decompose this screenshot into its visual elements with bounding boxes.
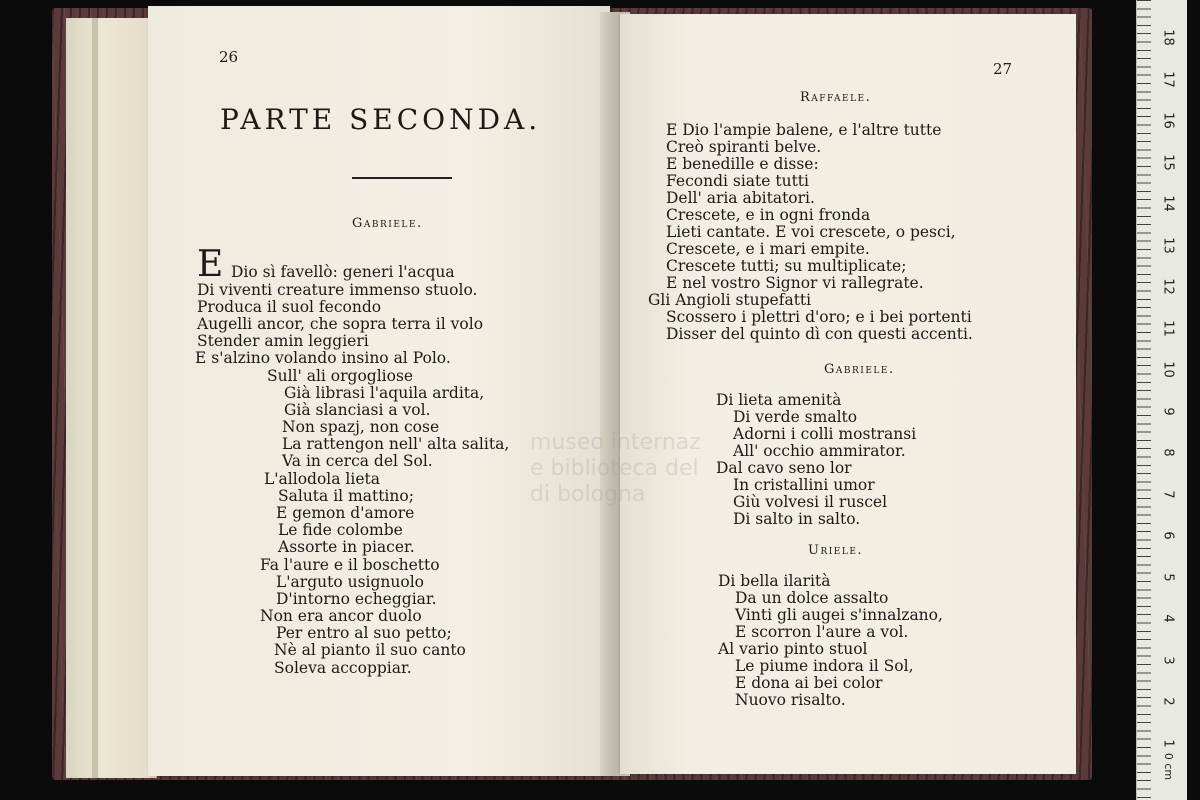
verse-line: Saluta il mattino; (278, 487, 414, 505)
verse-line: All' occhio ammirator. (733, 442, 906, 460)
ruler-number: 6 (1160, 531, 1176, 540)
verse-line: Produca il suol fecondo (197, 298, 382, 316)
page-edges (66, 18, 157, 778)
ruler-number: 11 (1160, 319, 1176, 337)
ruler-number: 7 (1160, 489, 1176, 499)
verse-line: E dona ai bei color (735, 674, 883, 692)
verse-line: Nuovo risalto. (735, 691, 846, 709)
ruler-number: 4 (1160, 614, 1176, 623)
verse-line: Crescete tutti; su multiplicate; (666, 257, 907, 275)
watermark-line: museo internaz (530, 430, 701, 455)
ruler-number: 12 (1160, 278, 1176, 295)
verse-line: Sull' ali orgogliose (267, 367, 414, 385)
verse-line: Nè al pianto il suo canto (274, 641, 466, 659)
verse-line: Soleva accoppiar. (274, 659, 412, 677)
verse-line: Di lieta amenità (716, 391, 842, 409)
speaker-gabriele-left: Gabriele. (352, 216, 423, 231)
part-title: PARTE SECONDA. (220, 103, 542, 136)
verse-line: Già slanciasi a vol. (284, 401, 431, 419)
verse-line: Di viventi creature immenso stuolo. (197, 281, 478, 299)
ruler-number: 8 (1160, 448, 1176, 457)
verse-line: Fa l'aure e il boschetto (260, 556, 440, 574)
ruler-number: 1 (1160, 738, 1176, 748)
verse-line: Per entro al suo petto; (276, 624, 452, 642)
verse-line: Vinti gli augei s'innalzano, (735, 606, 943, 624)
library-watermark (530, 430, 701, 508)
verse-line: Augelli ancor, che sopra terra il volo (197, 315, 484, 333)
verse-line: Già librasi l'aquila ardita, (284, 384, 485, 402)
verse-line: Creò spiranti belve. (666, 138, 822, 156)
verse-line: Non spazj, non cose (282, 418, 440, 436)
speaker-uriele: Uriele. (808, 543, 864, 558)
title-rule (352, 177, 452, 179)
verse-line: E benedille e disse: (666, 155, 819, 173)
verse-line: Assorte in piacer. (278, 538, 415, 556)
verse-line: E scorron l'aure a vol. (735, 623, 909, 641)
verse-line: Giù volvesi il ruscel (733, 493, 888, 511)
verse-line: Le fide colombe (278, 521, 403, 539)
drop-cap: E (197, 244, 224, 285)
verse-line: La rattengon nell' alta salita, (282, 435, 510, 453)
ruler-number: 13 (1160, 236, 1176, 254)
verse-line: Lieti cantate. E voi crescete, o pesci, (666, 223, 956, 241)
ruler-number: 2 (1160, 697, 1176, 706)
verse-line: E Dio l'ampie balene, e l'altre tutte (666, 121, 942, 139)
verse-line: Crescete, e in ogni fronda (666, 206, 871, 224)
verse-line: Adorni i colli mostransi (733, 425, 917, 443)
ruler-number: 9 (1160, 406, 1176, 416)
measuring-ruler (1136, 0, 1187, 800)
verse-line: L'arguto usignuolo (276, 573, 424, 591)
watermark-line: e biblioteca del (530, 456, 699, 481)
verse-line: Non era ancor duolo (260, 607, 422, 625)
verse-line: Al vario pinto stuol (718, 640, 868, 658)
speaker-gabriele-right: Gabriele. (824, 362, 895, 377)
verse-line: Dio sì favellò: generi l'acqua (231, 263, 455, 281)
verse-line: Di bella ilarità (718, 572, 831, 590)
ruler-number: 17 (1160, 70, 1176, 88)
verse-line: Le piume indora il Sol, (735, 657, 914, 675)
verse-line: E nel vostro Signor vi rallegrate. (666, 274, 924, 292)
right-page-number: 27 (993, 60, 1013, 78)
verse-line: L'allodola lieta (264, 470, 380, 488)
verse-line: Fecondi siate tutti (666, 172, 809, 190)
verse-line: Va in cerca del Sol. (282, 452, 433, 470)
verse-line: D'intorno echeggiar. (276, 590, 437, 608)
left-page-number: 26 (219, 48, 239, 66)
verse-line: In cristallini umor (733, 476, 875, 494)
ruler-number: 3 (1160, 655, 1176, 665)
verse-line: Disser del quinto dì con questi accenti. (666, 325, 973, 343)
ruler-number: 16 (1160, 112, 1176, 129)
verse-line: Scossero i plettri d'oro; e i bei portenti (666, 308, 972, 326)
ruler-number: 10 (1160, 361, 1176, 378)
ruler-number: 14 (1160, 195, 1176, 212)
verse-line: Gli Angioli stupefatti (648, 291, 812, 309)
verse-line: Dal cavo seno lor (716, 459, 852, 477)
ruler-ticks (1137, 0, 1151, 800)
speaker-raffaele: Raffaele. (800, 90, 872, 105)
verse-line: Crescete, e i mari empite. (666, 240, 870, 258)
verse-line: Di verde smalto (733, 408, 858, 426)
verse-line: Di salto in salto. (733, 510, 861, 528)
verse-line: Da un dolce assalto (735, 589, 889, 607)
verse-line: Stender amin leggieri (197, 332, 369, 350)
watermark-line: di bologna (530, 482, 646, 507)
ruler-unit: 0 cm (1162, 752, 1176, 781)
ruler-number: 5 (1160, 572, 1176, 582)
verse-line: E s'alzino volando insino al Polo. (195, 349, 451, 367)
verse-line: E gemon d'amore (276, 504, 415, 522)
ruler-number: 18 (1160, 29, 1176, 46)
verse-line: Dell' aria abitatori. (666, 189, 815, 207)
ruler-number: 15 (1160, 153, 1176, 171)
